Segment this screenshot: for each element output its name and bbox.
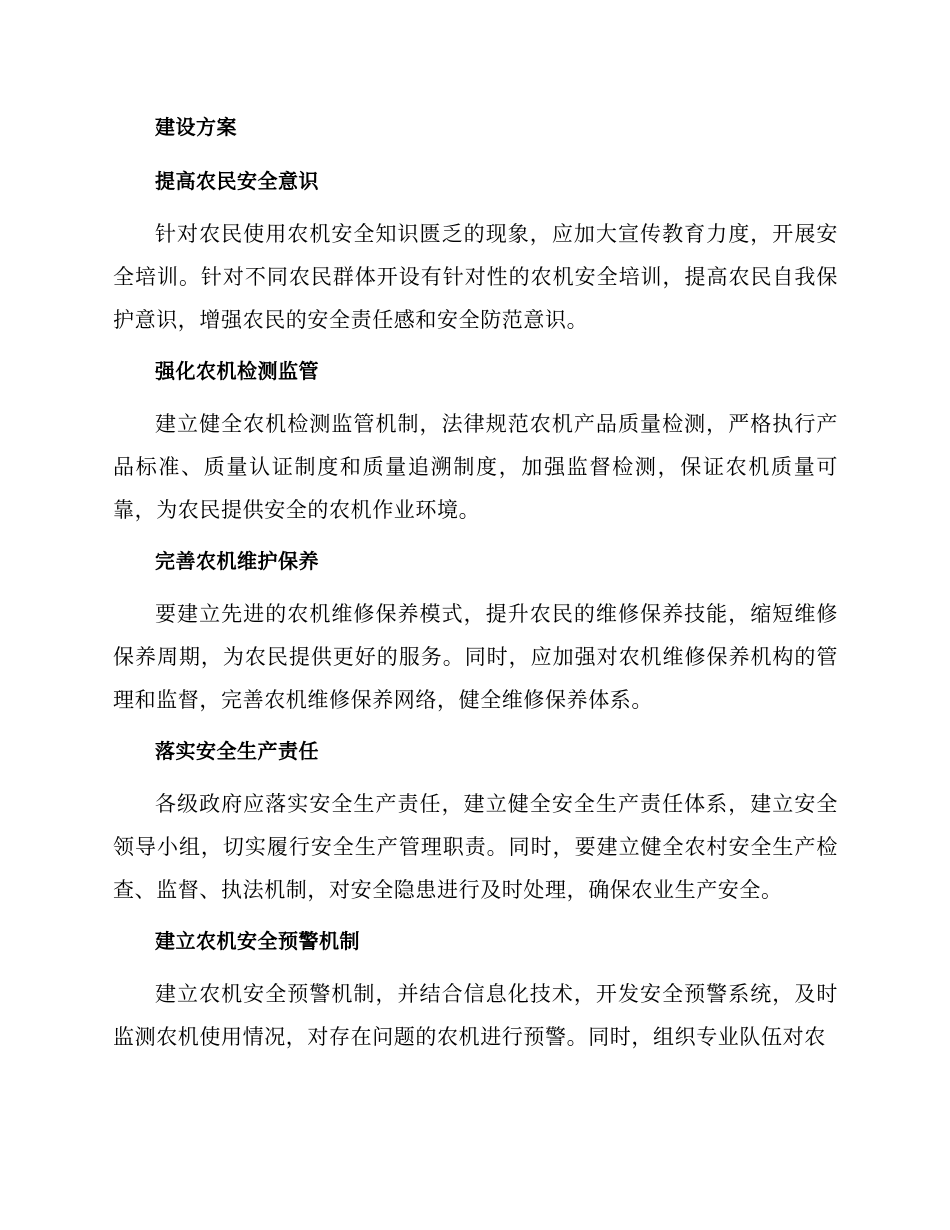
section-body-inspection-supervision: 建立健全农机检测监管机制，法律规范农机产品质量检测，严格执行产品标准、质量认证制度和质量追溯制度，加强监督检测，保证农机质量可靠，为农民提供安全的农机作业环境。 (113, 412, 838, 522)
section-body-maintenance: 要建立先进的农机维修保养模式，提升农民的维修保养技能，缩短维修保养周期，为农民提供更好的服务。同时，应加强对农机维修保养机构的管理和监督，完善农机维修保养网络，健全维修保养体系。 (113, 602, 838, 712)
section-heading-maintenance: 完善农机维护保养 (155, 549, 319, 573)
section-heading-inspection-supervision: 强化农机检测监管 (155, 359, 319, 383)
section-body-early-warning: 建立农机安全预警机制，并结合信息化技术，开发安全预警系统，及时监测农机使用情况，对存在问题的农机进行预警。同时，组织专业队伍对农 (113, 982, 838, 1049)
section-heading-early-warning: 建立农机安全预警机制 (155, 929, 360, 953)
section-body-production-responsibility: 各级政府应落实安全生产责任，建立健全安全生产责任体系，建立安全领导小组，切实履行安全生产管理职责。同时，要建立健全农村安全生产检查、监督、执法机制，对安全隐患进行及时处理，确保农业生产安全。 (113, 792, 838, 902)
section-heading-safety-awareness: 提高农民安全意识 (155, 169, 319, 193)
section-heading-production-responsibility: 落实安全生产责任 (155, 739, 319, 763)
section-body-safety-awareness: 针对农民使用农机安全知识匮乏的现象，应加大宣传教育力度，开展安全培训。针对不同农民群体开设有针对性的农机安全培训，提高农民自我保护意识，增强农民的安全责任感和安全防范意识。 (113, 222, 838, 332)
document-title: 建设方案 (155, 115, 237, 139)
document-body (113, 107, 838, 1068)
